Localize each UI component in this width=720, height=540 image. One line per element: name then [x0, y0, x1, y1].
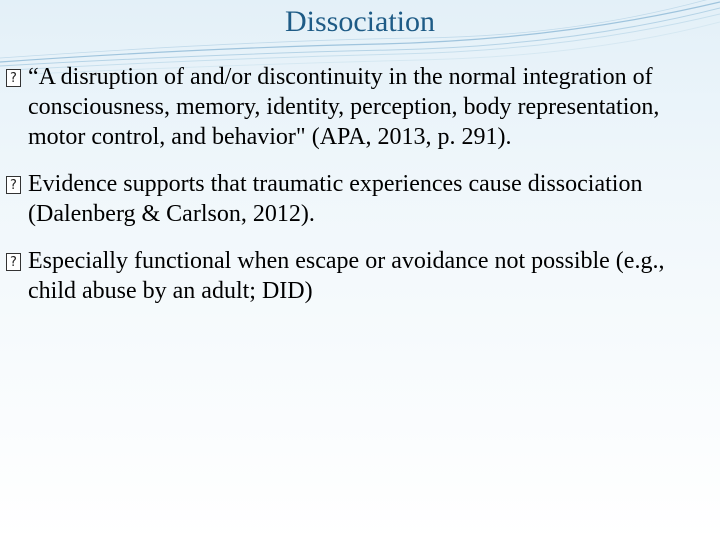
bullet-item	[6, 246, 706, 306]
bullet-list	[6, 62, 706, 323]
bullet-text: “A disruption of and/or discontinuity in the normal integration of consciousness, memory, identity, perception, body representation, motor control, and behavior" (APA, 2013, p. 291).	[28, 64, 660, 150]
bullet-box-icon: ?	[6, 253, 21, 271]
bullet-box-icon: ?	[6, 176, 21, 194]
slide-title: Dissociation	[285, 5, 435, 38]
bullet-item	[6, 62, 706, 152]
bullet-item	[6, 169, 706, 229]
bullet-text: Evidence supports that traumatic experiences cause dissociation (Dalenberg & Carlson, 2012).	[28, 171, 643, 227]
bullet-text: Especially functional when escape or avoidance not possible (e.g., child abuse by an adult; DID)	[28, 248, 665, 304]
bullet-box-icon: ?	[6, 69, 21, 87]
